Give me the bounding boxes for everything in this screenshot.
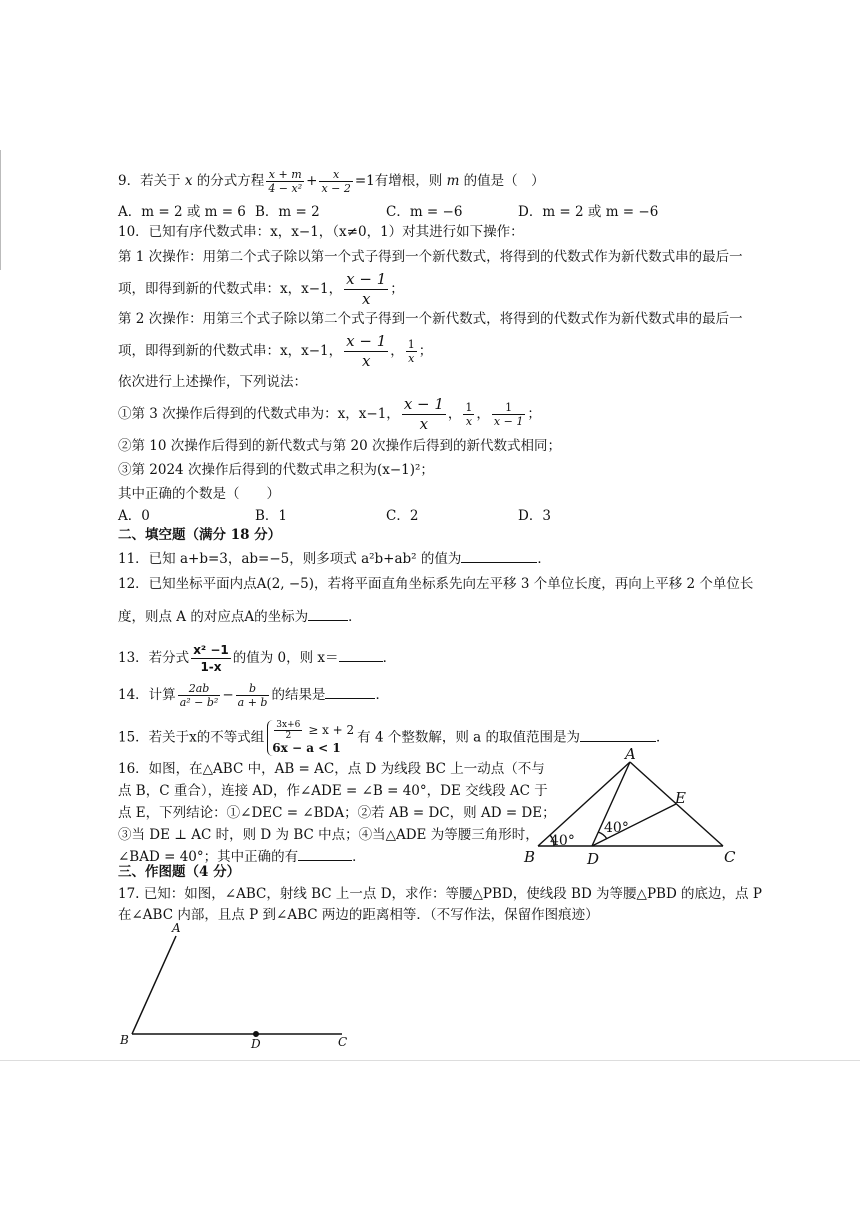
ray-ba — [132, 936, 176, 1034]
q10-option-c: C．2 — [386, 508, 419, 524]
label-c: C — [724, 848, 736, 866]
q9-option-b: B．m = 2 — [255, 204, 320, 220]
q10-statement-2: ②第 10 次操作后得到的新代数式与第 20 次操作后得到的新代数式相同； — [118, 438, 562, 454]
q10-line-3: 项，即得到新的代数式串：x，x−1， $\frac{x - 1}{x}$ ； — [118, 270, 404, 308]
q16-line-4: ③当 DE ⊥ AC 时，则 D 为 BC 中点；④当△ADE 为等腰三角形时， — [118, 827, 539, 843]
question-9: 9．若关于 x 的分式方程 $\frac{x + m}{\text{4 − x²}}$ + $\frac{x}{x - 2}$ =1有增根，则 m 的值是（ ） — [118, 168, 545, 195]
q10-line-6: 依次进行上述操作，下列说法： — [118, 374, 307, 390]
q9-text: 9．若关于 — [118, 173, 185, 189]
label-a: A — [172, 921, 181, 935]
q10-option-b: B．1 — [255, 508, 288, 524]
q16-line-2: 点 B，C 重合），连接 AD，作∠ADE = ∠B = 40°，DE 交线段 AC 于 — [118, 783, 548, 799]
q12-answer-blank[interactable] — [308, 606, 348, 621]
label-c: C — [338, 1035, 348, 1049]
q17-angle-figure — [110, 918, 370, 1053]
q9-option-d: D．m = 2 或 m = −6 — [518, 204, 659, 220]
q9-option-a: A．m = 2 或 m = 6 — [118, 204, 246, 220]
question-13: 13．若分式 $\frac{\text{x² −1}}{1-x}$ 的值为 0，则 x＝ ． — [118, 643, 397, 674]
label-e: E — [675, 789, 686, 807]
q10-statement-3: ③第 2024 次操作后得到的代数式串之积为(x−1)²； — [118, 462, 434, 478]
q16-line-5: ∠BAD = 40°；其中正确的有 ． — [118, 846, 366, 866]
q10-option-d: D．3 — [518, 508, 551, 524]
label-a: A — [625, 748, 636, 763]
q9-fraction-2: $\frac{x}{x - 2}$ — [321, 168, 351, 195]
q10-count: 其中正确的个数是（ ） — [118, 486, 280, 502]
q13-answer-blank[interactable] — [339, 647, 383, 662]
q12-line-1: 12．已知坐标平面内点A(2, −5)，若将平面直角坐标系先向左平移 3 个单位长度，再向上平移 2 个单位长 — [118, 576, 754, 592]
q13-fraction: $\frac{\text{x² −1}}{1-x}$ — [193, 643, 229, 674]
q15-answer-blank[interactable] — [580, 727, 656, 742]
q15-inequality-system: $\frac{3x+6}{2}$ ≥ x + 2 6x − a < 1 — [267, 720, 354, 756]
q17-line-2: 在∠ABC 内部，且点 P 到∠ABC 两边的距离相等．（不写作法，保留作图痕迹） — [118, 907, 599, 923]
q10-line-2: 第 1 次操作：用第二个式子除以第一个式子得到一个新代数式，将得到的代数式作为新代数式串的最后一 — [118, 249, 743, 265]
page-bottom-edge — [0, 1060, 860, 1061]
q10-option-a: A．0 — [118, 508, 150, 524]
question-11: 11．已知 a+b=3，ab=−5，则多项式 a²b+ab² 的值为 ． — [118, 548, 551, 568]
scan-edge — [0, 150, 1, 270]
q10-line-5: 项，即得到新的代数式串：x，x−1， $\frac{x - 1}{x}$ ， $\frac{1}{x}$ ； — [118, 332, 433, 370]
label-b: B — [524, 848, 536, 866]
question-14: 14．计算 $\frac{2ab}{\text{a² − b²}}$ − $\frac{b}{a + b}$ 的结果是 ． — [118, 682, 389, 709]
angle-b-label: 40° — [550, 833, 575, 849]
section-2-heading: 二、填空题（满分 18 分） — [118, 527, 282, 543]
q16-line-3: 点 E，下列结论：①∠DEC = ∠BDA；②若 AB = DC，则 AD = DE； — [118, 805, 556, 821]
q9-fraction-1: $\frac{x + m}{\text{4 − x²}}$ — [268, 168, 303, 195]
question-15: 15．若关于x的不等式组 $\frac{3x+6}{2}$ ≥ x + 2 6x − a < 1 有 4 个整数解，则 a 的取值范围是为 ． — [118, 720, 670, 755]
q14-answer-blank[interactable] — [325, 684, 375, 699]
label-d: D — [251, 1037, 261, 1051]
q10-statement-1: ①第 3 次操作后得到的代数式串为：x，x−1， $\frac{x - 1}{x}$ ， $\frac{1}{x}$ ， $\frac{1}{x - 1}$ ； — [118, 395, 541, 433]
q9-option-c: C．m = −6 — [386, 204, 463, 220]
q16-line-1: 16．如图，在△ABC 中，AB = AC，点 D 为线段 BC 上一动点（不与 — [118, 761, 545, 777]
q10-line-4: 第 2 次操作：用第三个式子除以第二个式子得到一个新代数式，将得到的代数式作为新代数式串的最后一 — [118, 311, 743, 327]
section-3-heading: 三、作图题（4 分） — [118, 864, 241, 880]
angle-d-label: 40° — [604, 820, 629, 836]
label-b: B — [120, 1033, 129, 1047]
q17-line-1: 17. 已知：如图，∠ABC，射线 BC 上一点 D，求作：等腰△PBD，使线段 BD 为等腰△PBD 的底边，点 P — [118, 886, 762, 902]
q16-triangle-figure — [510, 748, 750, 868]
q16-answer-blank[interactable] — [298, 846, 352, 861]
q11-answer-blank[interactable] — [461, 548, 537, 563]
q12-line-2: 度，则点 A 的对应点A的坐标为 ． — [118, 606, 362, 626]
label-d: D — [587, 850, 600, 868]
q10-line-1: 10．已知有序代数式串：x，x−1，（x≠0，1）对其进行如下操作： — [118, 224, 524, 240]
q10-fraction-a: $\frac{x - 1}{x}$ — [346, 270, 387, 308]
